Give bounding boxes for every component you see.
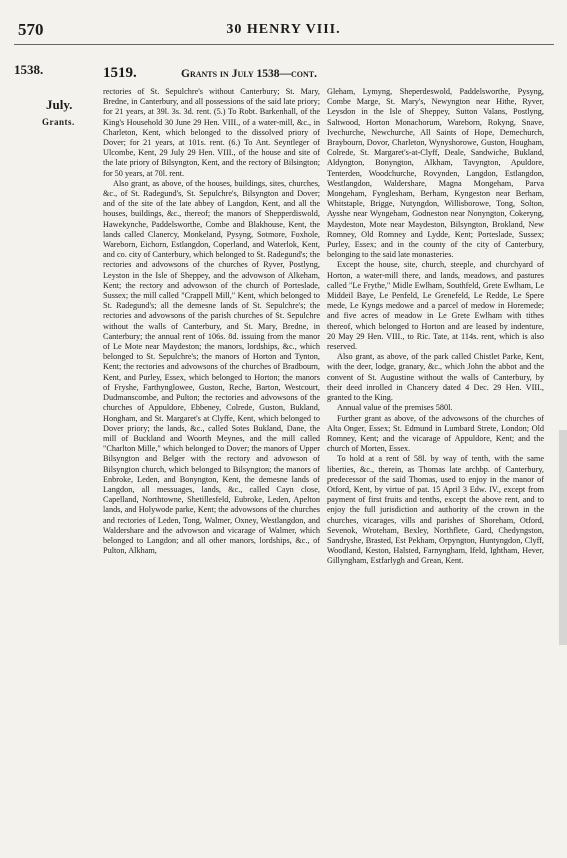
paragraph: rectories of St. Sepulchre's without Canterbury; St. Mary, Bredne, in Canterbury, and all possessions of the said late priory; for 21 years, at 39l. 3s. 3d. rent. (5.) To Robt. Barkenhall, of the King's Household 30 June 29 Hen. VIII., of a water-mill, &c., in Charleton, Kent, which belonged to the dissolved priory of Dover; for 21 years, at 101s. rent. (6.) To Ant. Seyntleger of Ulcombe, Kent, 29 July 29 Hen. VIII., of the house and site of the late priory of Bilsyngton, Kent, and the rectory of Bilsington; for 50 years, at 70l. rent. xyxy=(103,87,320,178)
entry-number: 1519. xyxy=(103,65,137,81)
running-head: 30 HENRY VIII. xyxy=(226,22,341,37)
header-rule xyxy=(14,44,554,45)
paragraph: Annual value of the premises 580l. xyxy=(337,403,453,413)
left-column xyxy=(103,87,320,556)
page-number: 570 xyxy=(18,20,44,39)
paragraph: Further grant as above, of the advowsons of the churches of Alta Onger, Essex; St. Edmund in Lumbard Strete, London; Old Romney, Kent; and the vicarage of Appuldore, Kent; and the church of Morten, Essex. xyxy=(327,413,544,454)
paragraph: To hold at a rent of 58l. by way of tenth, with the same liberties, &c., therein, as Thomas late archbp. of Canterbury, predecessor of the said Thomas, used to enjoy in the manor of Otford, Kent, by virtue of pat. 15 April 3 Edw. IV., except from payment of first fruits and tenths, except the above rent, and to enjoy the full jurisdiction and authority of the crown in the churches, vicarages, vills and parishes of Shoreham, Otford, Sevenok, Wroteham, Bexley, Northflete, Gard, Chedyngston, Sandryshe, Brasted, Est Pekham, Orpyngton, Huntyngdon, Clyff, Woodland, Keston, Halsted, Farnyngham, Ifeld, Ightham, Hever, Gillyngham, Estfarlygh and Grean, Kent. xyxy=(327,454,544,566)
paragraph: Except the house, site, church, steeple, and churchyard of Horton, a water-mill there, and lands, meadows, and pastures called "Le Frythe," Midle Ewlham, Southfeld, Grete Ewlham, Le Middeil Baye, Le Penfeld, Le Grenefeld, Le Redde, Le Spere mede, Le Kyngs medowe and a parcel of medow in Horemede; and five acres of meadow in Le Grete Ewlham with tithes thereof, which belonged to Horton and are leased by indenture, 20 May 29 Hen. VIII., to Ric. Tate, at 114s. rent, which is also reserved. xyxy=(327,260,544,352)
year-label: 1538. xyxy=(14,62,44,77)
paragraph: Gleham, Lymyng, Sheperdeswold, Paddelsworthe, Pysyng, Combe Marge, St. Mary's, Newyngton near Hithe, Ryver, Leysdon in the Isle of Sheppey, Sutton Valans, Postlyng, Saltwood, Horton Monachorum, Wareborn, Rokyng, Snave, Ivechurche, Newchurche, All Saints of Hope, Demechurch, Braybourn, Dovor, Charleton, Wynyshorowe, Guston, Hougham, Colrede, St. Margaret's-at-Clyff, Deale, Sandwiche, Bukland, Aldyngton, Bonyngton, Alkham, Tavyngton, Apuldore, Tenterden, Woodchurche, Rovynden, Langdon, Estlangdon, Westlangdon, Waldershare, Magna Mongeham, Parva Mongeham, Fynglesham, Berham, Kyngeston near Berham, Whitstaple, Brigge, Nutyngdon, Willisborowe, Tong, Solton, Aysshe near Wyngeham, Godneston near Nonyngton, Cokeryng, Maydeston, Mote near Maydeston, Bilsyngton, Brokland, New Romney, Old Romney and Lydde, Kent; Porteslade, Sussex; Purley, Essex; and in the county of the city of Canterbury, belonging to the said late monasteries. xyxy=(327,87,544,260)
side-category: Grants. xyxy=(42,117,75,127)
edge-watermark xyxy=(559,430,567,645)
paragraph: Also grant, as above, of the park called Chistlet Parke, Kent, with the deer, lodge, granary, &c., which John the abbot and the convent of St. Augustine without the walls of Canterbury, by their deed inrolled in Chancery dated 4 Dec. 29 Hen. VIII., granted to the King. xyxy=(327,352,544,403)
side-month: July. xyxy=(46,97,73,112)
section-title: Grants in July 1538—cont. xyxy=(181,68,317,80)
right-column xyxy=(327,87,544,567)
paragraph: Also grant, as above, of the houses, buildings, sites, churches, &c., of St. Radegund's, St. Sepulchre's, Bilsyngton and Dover; and of the site of the late abbey of Langdon, Kent, and all the houses, buildings, &c., thereof; the manors of Shepperdiswold, Hawekynche, Paddelsworthe, Combe and Blakhouse, Kent, the lands called Clanercy, Monkeland, Pysyng, Sotmore, Foxhole, Wareborn, Eichorn, Estlangdon, Coperland, and Waterlok, Kent, and co. city of Canterbury, which belonged to St. Radegund's; the rectories and advowsons of the churches of Ryver, Postlyng, Leyston in the Isle of Sheppey, and the advowson of Alkeham, Kent; the rectory and advowson of the church of Porteslade, Sussex; the mill called "Crappell Mill," Kent, which belonged to St. Radegund's; all the demesne lands of St. Sepulchre's; the rectories and advowsons of the parish churches of St. Sepulchre without the walls of Canterbury, and St. Mary, Bredne, in Canterbury; the annual rent of 106s. 8d. issuing from the manor of Le Mote near Maydeston; the manors, lordships, &c., which belonged to St. Sepulchre's; the manors of Horton and Tynton, Kent; the rectories and advowsons of the churches of Bradbourn, Kent, and Purley, Essex, which belonged to Horton; the manors of Fryshe, Farthyngloweе, Guston, Reche, Barton, Westcourt, Dudmanscombe, and Pulton; the rectories and advowsons of the churches of Appuldore, Ebbeney, Colrede, Guston, Bukland, Hongham, and St. Margaret's at Clyffe, Kent, which belonged to Dover priory; the lands, &c., called Sotes Bukland, Dane, the mill of Buckland and Woorth Meynes, and the mill called "Charlton Mille," which belonged to Dover; the manors of Upper Bilsyngton and Belger with the rectory and advowson of Bilsyngton church, which belonged to Bilsyngton; the manors of Enbroke, Leden, and Bonyngton, Kent, the demesne lands of Langdon, all messuages, lands, &c., called Cayn close, Capelland, Northtowne, Shetillesfeld, Eubroke, Leden, Apelton lands, and Holywode parke, Kent; the advowsons of the churches and rectories of Leden, Tong, Walmer, Oxney, Westlangdon, and Waldershare and the advowson and vicarage of Walmer, which belonged to Langdon; and all other manors, lordships, &c., of Pulton, Alkham, xyxy=(103,178,320,556)
